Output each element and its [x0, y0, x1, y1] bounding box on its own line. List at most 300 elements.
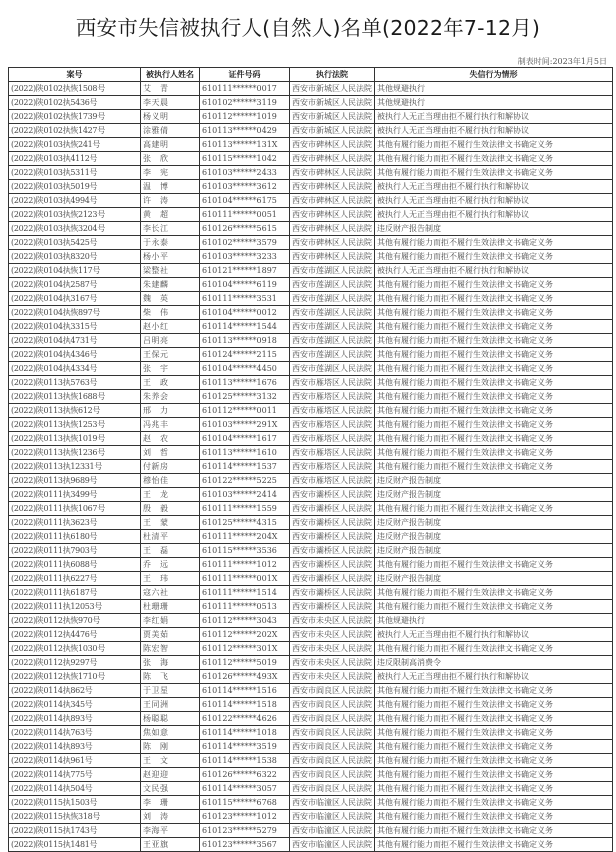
court-cell: 西安市灞桥区人民法院 — [290, 516, 375, 530]
case-number-cell: (2022)陕0113执恢1688号 — [9, 390, 141, 404]
person-name-cell: 许 涛 — [141, 194, 200, 208]
table-row — [9, 656, 613, 670]
conduct-cell: 违反财产报告制度 — [375, 474, 613, 488]
table-row — [9, 754, 613, 768]
conduct-cell: 其他有履行能力而拒不履行生效法律文书确定义务 — [375, 768, 613, 782]
person-name-cell: 焦如意 — [141, 726, 200, 740]
table-row — [9, 390, 613, 404]
table-row — [9, 82, 613, 96]
conduct-cell: 其他规避执行 — [375, 96, 613, 110]
conduct-cell: 被执行人无正当理由拒不履行执行和解协议 — [375, 264, 613, 278]
court-cell: 西安市灞桥区人民法院 — [290, 572, 375, 586]
case-number-cell: (2022)陕0111执3499号 — [9, 488, 141, 502]
case-number-cell: (2022)陕0104执2587号 — [9, 278, 141, 292]
conduct-cell: 其他有履行能力而拒不履行生效法律文书确定义务 — [375, 320, 613, 334]
case-number-cell: (2022)陕0113执恢1019号 — [9, 432, 141, 446]
id-number-cell: 610122******4626 — [200, 712, 290, 726]
id-number-cell: 610104******4450 — [200, 362, 290, 376]
conduct-cell: 违反财产报告制度 — [375, 516, 613, 530]
id-number-cell: 610115******6768 — [200, 796, 290, 810]
table-row — [9, 810, 613, 824]
id-number-cell: 610104******0012 — [200, 306, 290, 320]
id-number-cell: 610126******493X — [200, 670, 290, 684]
header-court: 执行法院 — [290, 68, 375, 82]
court-cell: 西安市莲湖区人民法院 — [290, 292, 375, 306]
table-row — [9, 376, 613, 390]
conduct-cell: 其他有履行能力而拒不履行生效法律文书确定义务 — [375, 446, 613, 460]
conduct-cell: 其他有履行能力而拒不履行生效法律文书确定义务 — [375, 600, 613, 614]
court-cell: 西安市雁塔区人民法院 — [290, 446, 375, 460]
person-name-cell: 张 欣 — [141, 152, 200, 166]
table-row — [9, 278, 613, 292]
court-cell: 西安市阎良区人民法院 — [290, 754, 375, 768]
person-name-cell: 赵 农 — [141, 432, 200, 446]
table-row — [9, 236, 613, 250]
court-cell: 西安市雁塔区人民法院 — [290, 460, 375, 474]
person-name-cell: 朱建麟 — [141, 278, 200, 292]
case-number-cell: (2022)陕0113执恢612号 — [9, 404, 141, 418]
table-row — [9, 418, 613, 432]
table-row — [9, 320, 613, 334]
court-cell: 西安市莲湖区人民法院 — [290, 362, 375, 376]
court-cell: 西安市灞桥区人民法院 — [290, 586, 375, 600]
header-person-name: 被执行人姓名 — [141, 68, 200, 82]
case-number-cell: (2022)陕0103执4112号 — [9, 152, 141, 166]
conduct-cell: 违反财产报告制度 — [375, 530, 613, 544]
case-number-cell: (2022)陕0102执5436号 — [9, 96, 141, 110]
table-row — [9, 838, 613, 852]
case-number-cell: (2022)陕0103执恢2123号 — [9, 208, 141, 222]
court-cell: 西安市雁塔区人民法院 — [290, 474, 375, 488]
court-cell: 西安市碑林区人民法院 — [290, 138, 375, 152]
case-number-cell: (2022)陕0112执9297号 — [9, 656, 141, 670]
court-cell: 西安市临潼区人民法院 — [290, 810, 375, 824]
id-number-cell: 610103******291X — [200, 418, 290, 432]
id-number-cell: 610111******204X — [200, 530, 290, 544]
id-number-cell: 610103******3233 — [200, 250, 290, 264]
id-number-cell: 610115******3536 — [200, 544, 290, 558]
case-number-cell: (2022)陕0103执5425号 — [9, 236, 141, 250]
id-number-cell: 610104******6175 — [200, 194, 290, 208]
conduct-cell: 其他有履行能力而拒不履行生效法律文书确定义务 — [375, 712, 613, 726]
conduct-cell: 其他有履行能力而拒不履行生效法律文书确定义务 — [375, 460, 613, 474]
table-row — [9, 782, 613, 796]
table-row — [9, 600, 613, 614]
case-number-cell: (2022)陕0115执1743号 — [9, 824, 141, 838]
person-name-cell: 王同洲 — [141, 698, 200, 712]
conduct-cell: 其他有履行能力而拒不履行生效法律文书确定义务 — [375, 586, 613, 600]
id-number-cell: 610125******3132 — [200, 390, 290, 404]
person-name-cell: 陈 刚 — [141, 740, 200, 754]
header-id-number: 证件号码 — [200, 68, 290, 82]
conduct-cell: 其他有履行能力而拒不履行生效法律文书确定义务 — [375, 740, 613, 754]
case-number-cell: (2022)陕0115执恢318号 — [9, 810, 141, 824]
case-number-cell: (2022)陕0111执6227号 — [9, 572, 141, 586]
court-cell: 西安市灞桥区人民法院 — [290, 502, 375, 516]
case-number-cell: (2022)陕0103执8320号 — [9, 250, 141, 264]
person-name-cell: 王 政 — [141, 376, 200, 390]
header-case-number: 案号 — [9, 68, 141, 82]
conduct-cell: 其他有履行能力而拒不履行生效法律文书确定义务 — [375, 138, 613, 152]
court-cell: 西安市雁塔区人民法院 — [290, 376, 375, 390]
conduct-cell: 被执行人无正当理由拒不履行执行和解协议 — [375, 194, 613, 208]
table-row — [9, 208, 613, 222]
court-cell: 西安市阎良区人民法院 — [290, 684, 375, 698]
case-number-cell: (2022)陕0114执775号 — [9, 768, 141, 782]
case-number-cell: (2022)陕0104执4334号 — [9, 362, 141, 376]
conduct-cell: 其他有履行能力而拒不履行生效法律文书确定义务 — [375, 796, 613, 810]
id-number-cell: 610111******0017 — [200, 82, 290, 96]
court-cell: 西安市未央区人民法院 — [290, 628, 375, 642]
header-conduct: 失信行为情形 — [375, 68, 613, 82]
person-name-cell: 李红娟 — [141, 614, 200, 628]
case-number-cell: (2022)陕0113执恢1236号 — [9, 446, 141, 460]
id-number-cell: 610114******1544 — [200, 320, 290, 334]
dishonest-list-table — [8, 67, 613, 852]
case-number-cell: (2022)陕0111执7903号 — [9, 544, 141, 558]
table-row — [9, 684, 613, 698]
person-name-cell: 赵迎迎 — [141, 768, 200, 782]
person-name-cell: 张 宇 — [141, 362, 200, 376]
court-cell: 西安市碑林区人民法院 — [290, 166, 375, 180]
id-number-cell: 610121******1897 — [200, 264, 290, 278]
court-cell: 西安市新城区人民法院 — [290, 96, 375, 110]
id-number-cell: 610126******6322 — [200, 768, 290, 782]
case-number-cell: (2022)陕0104执3315号 — [9, 320, 141, 334]
id-number-cell: 610123******3567 — [200, 838, 290, 852]
table-row — [9, 740, 613, 754]
case-number-cell: (2022)陕0104执4731号 — [9, 334, 141, 348]
person-name-cell: 陈宏智 — [141, 642, 200, 656]
case-number-cell: (2022)陕0111执3623号 — [9, 516, 141, 530]
person-name-cell: 高建明 — [141, 138, 200, 152]
table-row — [9, 614, 613, 628]
case-number-cell: (2022)陕0114执893号 — [9, 712, 141, 726]
person-name-cell: 刘 哲 — [141, 446, 200, 460]
conduct-cell: 其他有履行能力而拒不履行生效法律文书确定义务 — [375, 824, 613, 838]
conduct-cell: 违反限制高消费令 — [375, 656, 613, 670]
table-row — [9, 558, 613, 572]
case-number-cell: (2022)陕0104执4346号 — [9, 348, 141, 362]
person-name-cell: 于永泰 — [141, 236, 200, 250]
case-number-cell: (2022)陕0114执961号 — [9, 754, 141, 768]
case-number-cell: (2022)陕0114执504号 — [9, 782, 141, 796]
case-number-cell: (2022)陕0111执恢1067号 — [9, 502, 141, 516]
conduct-cell: 其他有履行能力而拒不履行生效法律文书确定义务 — [375, 502, 613, 516]
case-number-cell: (2022)陕0102执恢1508号 — [9, 82, 141, 96]
conduct-cell: 违反财产报告制度 — [375, 572, 613, 586]
person-name-cell: 杨义明 — [141, 110, 200, 124]
person-name-cell: 杜清平 — [141, 530, 200, 544]
conduct-cell: 其他有履行能力而拒不履行生效法律文书确定义务 — [375, 404, 613, 418]
id-number-cell: 610112******5019 — [200, 656, 290, 670]
id-number-cell: 610114******1538 — [200, 754, 290, 768]
case-number-cell: (2022)陕0114执345号 — [9, 698, 141, 712]
case-number-cell: (2022)陕0112执恢1710号 — [9, 670, 141, 684]
person-name-cell: 付新房 — [141, 460, 200, 474]
court-cell: 西安市莲湖区人民法院 — [290, 348, 375, 362]
person-name-cell: 柴 伟 — [141, 306, 200, 320]
case-number-cell: (2022)陕0102执恢1739号 — [9, 110, 141, 124]
court-cell: 西安市灞桥区人民法院 — [290, 544, 375, 558]
id-number-cell: 610113******131X — [200, 138, 290, 152]
table-row — [9, 516, 613, 530]
conduct-cell: 其他有履行能力而拒不履行生效法律文书确定义务 — [375, 754, 613, 768]
conduct-cell: 其他有履行能力而拒不履行生效法律文书确定义务 — [375, 838, 613, 852]
conduct-cell: 其他有履行能力而拒不履行生效法律文书确定义务 — [375, 810, 613, 824]
id-number-cell: 610111******0513 — [200, 600, 290, 614]
court-cell: 西安市阎良区人民法院 — [290, 768, 375, 782]
case-number-cell: (2022)陕0111执6187号 — [9, 586, 141, 600]
table-row — [9, 796, 613, 810]
court-cell: 西安市阎良区人民法院 — [290, 698, 375, 712]
conduct-cell: 其他有履行能力而拒不履行生效法律文书确定义务 — [375, 698, 613, 712]
case-number-cell: (2022)陕0113执9689号 — [9, 474, 141, 488]
header-row — [9, 68, 613, 82]
court-cell: 西安市雁塔区人民法院 — [290, 390, 375, 404]
case-number-cell: (2022)陕0104执恢117号 — [9, 264, 141, 278]
table-row — [9, 264, 613, 278]
person-name-cell: 贾美茹 — [141, 628, 200, 642]
case-number-cell: (2022)陕0104执3167号 — [9, 292, 141, 306]
court-cell: 西安市雁塔区人民法院 — [290, 432, 375, 446]
person-name-cell: 冯兆丰 — [141, 418, 200, 432]
id-number-cell: 610112******0011 — [200, 404, 290, 418]
case-number-cell: (2022)陕0115执1481号 — [9, 838, 141, 852]
table-row — [9, 474, 613, 488]
made-date: 制表时间:2023年1月5日 — [517, 57, 607, 66]
person-name-cell: 文民强 — [141, 782, 200, 796]
conduct-cell: 其他有履行能力而拒不履行生效法律文书确定义务 — [375, 432, 613, 446]
person-name-cell: 王保元 — [141, 348, 200, 362]
case-number-cell: (2022)陕0113执5763号 — [9, 376, 141, 390]
conduct-cell: 其他有履行能力而拒不履行生效法律文书确定义务 — [375, 278, 613, 292]
case-number-cell: (2022)陕0113执恢1253号 — [9, 418, 141, 432]
id-number-cell: 610125******4315 — [200, 516, 290, 530]
court-cell: 西安市新城区人民法院 — [290, 124, 375, 138]
id-number-cell: 610114******1518 — [200, 698, 290, 712]
person-name-cell: 朱养会 — [141, 390, 200, 404]
conduct-cell: 其他有履行能力而拒不履行生效法律文书确定义务 — [375, 418, 613, 432]
conduct-cell: 其他有履行能力而拒不履行生效法律文书确定义务 — [375, 348, 613, 362]
table-body — [9, 82, 613, 852]
id-number-cell: 610113******0429 — [200, 124, 290, 138]
id-number-cell: 610123******1012 — [200, 810, 290, 824]
court-cell: 西安市临潼区人民法院 — [290, 824, 375, 838]
conduct-cell: 被执行人无正当理由拒不履行执行和解协议 — [375, 180, 613, 194]
court-cell: 西安市碑林区人民法院 — [290, 222, 375, 236]
person-name-cell: 温 博 — [141, 180, 200, 194]
person-name-cell: 艾 青 — [141, 82, 200, 96]
court-cell: 西安市未央区人民法院 — [290, 614, 375, 628]
table-row — [9, 544, 613, 558]
person-name-cell: 吕明亮 — [141, 334, 200, 348]
court-cell: 西安市未央区人民法院 — [290, 656, 375, 670]
id-number-cell: 610111******0051 — [200, 208, 290, 222]
id-number-cell: 610113******0918 — [200, 334, 290, 348]
court-cell: 西安市碑林区人民法院 — [290, 236, 375, 250]
conduct-cell: 其他有履行能力而拒不履行生效法律文书确定义务 — [375, 306, 613, 320]
person-name-cell: 寇六社 — [141, 586, 200, 600]
court-cell: 西安市碑林区人民法院 — [290, 208, 375, 222]
conduct-cell: 被执行人无正当理由拒不履行执行和解协议 — [375, 124, 613, 138]
table-row — [9, 124, 613, 138]
case-number-cell: (2022)陕0103执5019号 — [9, 180, 141, 194]
table-row — [9, 152, 613, 166]
conduct-cell: 其他规避执行 — [375, 614, 613, 628]
person-name-cell: 王 蒙 — [141, 516, 200, 530]
case-number-cell: (2022)陕0112执4476号 — [9, 628, 141, 642]
person-name-cell: 王亚旗 — [141, 838, 200, 852]
table-row — [9, 460, 613, 474]
id-number-cell: 610112******1019 — [200, 110, 290, 124]
id-number-cell: 610114******3057 — [200, 782, 290, 796]
table-row — [9, 222, 613, 236]
conduct-cell: 其他有履行能力而拒不履行生效法律文书确定义务 — [375, 726, 613, 740]
person-name-cell: 邢 力 — [141, 404, 200, 418]
court-cell: 西安市临潼区人民法院 — [290, 796, 375, 810]
document-title: 西安市失信被执行人(自然人)名单(2022年7-12月) — [75, 16, 541, 40]
table-row — [9, 180, 613, 194]
table-row — [9, 348, 613, 362]
table-row — [9, 628, 613, 642]
person-name-cell: 于卫星 — [141, 684, 200, 698]
conduct-cell: 违反财产报告制度 — [375, 488, 613, 502]
case-number-cell: (2022)陕0114执763号 — [9, 726, 141, 740]
conduct-cell: 被执行人无正当理由拒不履行执行和解协议 — [375, 670, 613, 684]
table-row — [9, 712, 613, 726]
table-row — [9, 292, 613, 306]
case-number-cell: (2022)陕0112执恢970号 — [9, 614, 141, 628]
case-number-cell: (2022)陕0103执恢241号 — [9, 138, 141, 152]
id-number-cell: 610103******2414 — [200, 488, 290, 502]
court-cell: 西安市碑林区人民法院 — [290, 194, 375, 208]
court-cell: 西安市临潼区人民法院 — [290, 838, 375, 852]
conduct-cell: 其他有履行能力而拒不履行生效法律文书确定义务 — [375, 390, 613, 404]
person-name-cell: 王 玮 — [141, 572, 200, 586]
id-number-cell: 610114******1537 — [200, 460, 290, 474]
id-number-cell: 610102******3119 — [200, 96, 290, 110]
person-name-cell: 黄 超 — [141, 208, 200, 222]
person-name-cell: 赵小红 — [141, 320, 200, 334]
conduct-cell: 其他有履行能力而拒不履行生效法律文书确定义务 — [375, 782, 613, 796]
conduct-cell: 其他有履行能力而拒不履行生效法律文书确定义务 — [375, 558, 613, 572]
case-number-cell: (2022)陕0114执893号 — [9, 740, 141, 754]
id-number-cell: 610103******3612 — [200, 180, 290, 194]
conduct-cell: 其他有履行能力而拒不履行生效法律文书确定义务 — [375, 376, 613, 390]
table-row — [9, 446, 613, 460]
id-number-cell: 610122******5225 — [200, 474, 290, 488]
conduct-cell: 其他有履行能力而拒不履行生效法律文书确定义务 — [375, 684, 613, 698]
court-cell: 西安市莲湖区人民法院 — [290, 320, 375, 334]
id-number-cell: 610113******1676 — [200, 376, 290, 390]
person-name-cell: 乔 远 — [141, 558, 200, 572]
table-row — [9, 824, 613, 838]
id-number-cell: 610124******2115 — [200, 348, 290, 362]
court-cell: 西安市阎良区人民法院 — [290, 740, 375, 754]
id-number-cell: 610103******2433 — [200, 166, 290, 180]
person-name-cell: 王 文 — [141, 754, 200, 768]
id-number-cell: 610111******001X — [200, 572, 290, 586]
table-row — [9, 110, 613, 124]
court-cell: 西安市阎良区人民法院 — [290, 782, 375, 796]
court-cell: 西安市碑林区人民法院 — [290, 250, 375, 264]
case-number-cell: (2022)陕0114执862号 — [9, 684, 141, 698]
id-number-cell: 610111******1514 — [200, 586, 290, 600]
person-name-cell: 李天晨 — [141, 96, 200, 110]
table-row — [9, 726, 613, 740]
court-cell: 西安市新城区人民法院 — [290, 82, 375, 96]
id-number-cell: 610102******3579 — [200, 236, 290, 250]
case-number-cell: (2022)陕0112执恢1030号 — [9, 642, 141, 656]
conduct-cell: 其他有履行能力而拒不履行生效法律文书确定义务 — [375, 166, 613, 180]
table-row — [9, 362, 613, 376]
case-number-cell: (2022)陕0111执6180号 — [9, 530, 141, 544]
court-cell: 西安市灞桥区人民法院 — [290, 488, 375, 502]
conduct-cell: 被执行人无正当理由拒不履行执行和解协议 — [375, 110, 613, 124]
person-name-cell: 涂雅倩 — [141, 124, 200, 138]
id-number-cell: 610114******1018 — [200, 726, 290, 740]
table-row — [9, 334, 613, 348]
table-row — [9, 96, 613, 110]
conduct-cell: 其他有履行能力而拒不履行生效法律文书确定义务 — [375, 292, 613, 306]
id-number-cell: 610115******1042 — [200, 152, 290, 166]
court-cell: 西安市莲湖区人民法院 — [290, 306, 375, 320]
case-number-cell: (2022)陕0115执1503号 — [9, 796, 141, 810]
table-row — [9, 404, 613, 418]
table-row — [9, 572, 613, 586]
table-row — [9, 250, 613, 264]
conduct-cell: 其他有履行能力而拒不履行生效法律文书确定义务 — [375, 236, 613, 250]
table-row — [9, 768, 613, 782]
court-cell: 西安市灞桥区人民法院 — [290, 600, 375, 614]
id-number-cell: 610104******1617 — [200, 432, 290, 446]
person-name-cell: 张 海 — [141, 656, 200, 670]
table-row — [9, 166, 613, 180]
person-name-cell: 李长江 — [141, 222, 200, 236]
court-cell: 西安市碑林区人民法院 — [290, 180, 375, 194]
id-number-cell: 610112******202X — [200, 628, 290, 642]
person-name-cell: 李 宪 — [141, 166, 200, 180]
case-number-cell: (2022)陕0103执恢3204号 — [9, 222, 141, 236]
case-number-cell: (2022)陕0113执12331号 — [9, 460, 141, 474]
id-number-cell: 610126******5615 — [200, 222, 290, 236]
court-cell: 西安市新城区人民法院 — [290, 110, 375, 124]
table-row — [9, 488, 613, 502]
court-cell: 西安市碑林区人民法院 — [290, 152, 375, 166]
conduct-cell: 违反财产报告制度 — [375, 222, 613, 236]
id-number-cell: 610113******1610 — [200, 446, 290, 460]
id-number-cell: 610114******3519 — [200, 740, 290, 754]
conduct-cell: 被执行人无正当理由拒不履行执行和解协议 — [375, 208, 613, 222]
conduct-cell: 其他有履行能力而拒不履行生效法律文书确定义务 — [375, 152, 613, 166]
id-number-cell: 610112******3043 — [200, 614, 290, 628]
case-number-cell: (2022)陕0103执4994号 — [9, 194, 141, 208]
court-cell: 西安市灞桥区人民法院 — [290, 558, 375, 572]
id-number-cell: 610104******6119 — [200, 278, 290, 292]
conduct-cell: 其他规避执行 — [375, 82, 613, 96]
conduct-cell: 被执行人无正当理由拒不履行执行和解协议 — [375, 628, 613, 642]
conduct-cell: 其他有履行能力而拒不履行生效法律文书确定义务 — [375, 642, 613, 656]
court-cell: 西安市莲湖区人民法院 — [290, 334, 375, 348]
case-number-cell: (2022)陕0111执12053号 — [9, 600, 141, 614]
table-row — [9, 642, 613, 656]
person-name-cell: 陈 飞 — [141, 670, 200, 684]
case-number-cell: (2022)陕0103执5311号 — [9, 166, 141, 180]
table-row — [9, 306, 613, 320]
person-name-cell: 李海平 — [141, 824, 200, 838]
court-cell: 西安市未央区人民法院 — [290, 670, 375, 684]
